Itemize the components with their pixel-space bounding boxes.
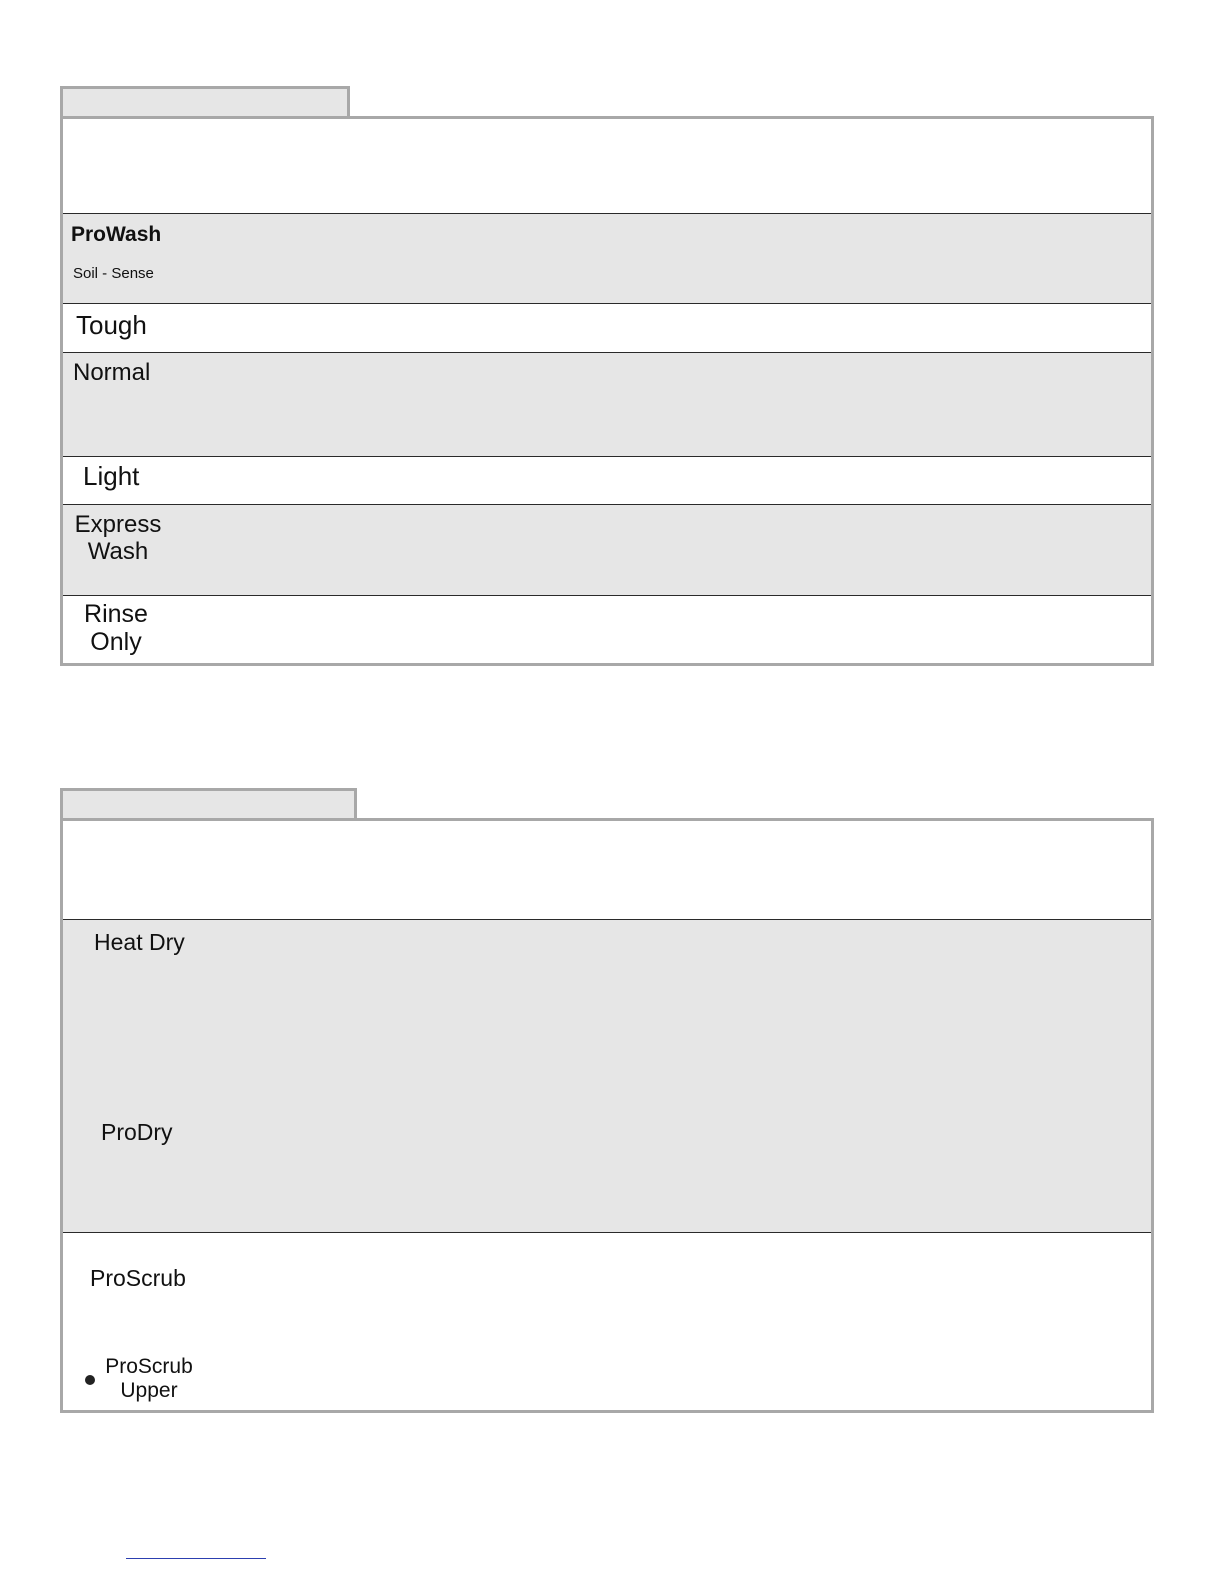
wash-cycles-table [60, 116, 1154, 666]
option-name-prodry: ProDry [101, 1119, 173, 1145]
options-header-row [63, 821, 1151, 919]
option-name-proscrub-upper [99, 1355, 199, 1403]
table-row [63, 213, 1151, 303]
table-row [63, 919, 1151, 1232]
cycle-name-normal: Normal [73, 359, 151, 386]
cycle-subtitle-soil-sense: Soil - Sense [73, 265, 154, 282]
cycle-name-line-1: Express [74, 511, 162, 538]
option-name-heat-dry: Heat Dry [94, 929, 185, 955]
bullet-icon [85, 1375, 95, 1385]
cycle-name-line-1: Rinse [84, 600, 148, 628]
cycle-name-prowash: ProWash [71, 223, 162, 246]
cycle-name-rinse-only [66, 600, 166, 656]
options-table-tab [60, 788, 357, 821]
cycle-name-tough: Tough [76, 310, 147, 340]
option-name-proscrub: ProScrub [90, 1265, 186, 1291]
table-row [63, 303, 1151, 352]
options-table [60, 818, 1154, 1413]
option-name-line-2: Upper [120, 1379, 178, 1402]
cycle-name-express-wash [68, 511, 168, 565]
wash-cycles-table-tab [60, 86, 350, 119]
table-row [63, 352, 1151, 456]
option-name-line-1: ProScrub [105, 1355, 193, 1378]
cycle-name-light: Light [83, 461, 140, 491]
footer-divider [126, 1558, 266, 1559]
cycle-name-line-2: Only [90, 628, 142, 656]
table-row [63, 1232, 1151, 1410]
table-row [63, 595, 1151, 663]
table-row [63, 456, 1151, 504]
wash-cycles-header-row [63, 119, 1151, 213]
cycle-name-line-2: Wash [87, 538, 149, 565]
table-row [63, 504, 1151, 595]
